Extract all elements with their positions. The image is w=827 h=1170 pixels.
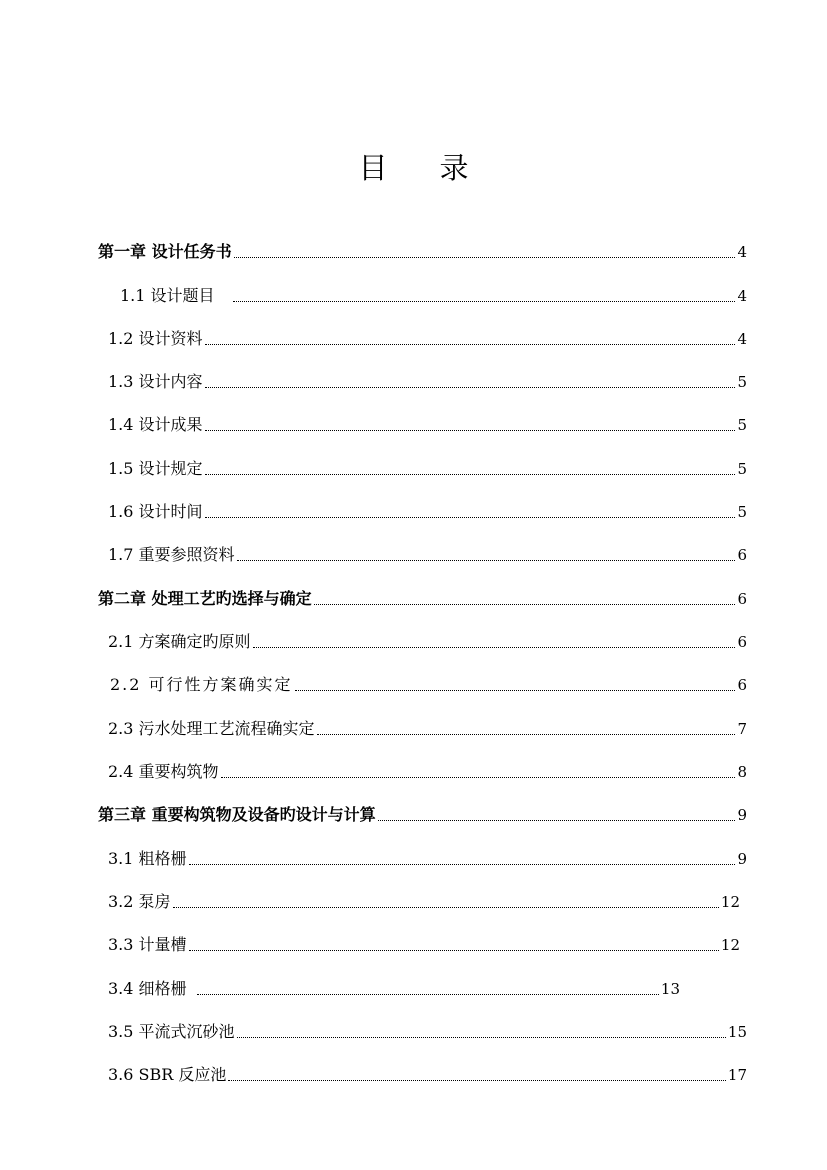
toc-label: 1.2 设计资料 bbox=[108, 329, 203, 348]
toc-entry-2-1[interactable] bbox=[108, 630, 747, 652]
leader-dots bbox=[189, 864, 736, 865]
toc-label: 1.3 设计内容 bbox=[108, 372, 203, 391]
toc-page-number: 17 bbox=[727, 1066, 747, 1084]
toc-entry-1-2[interactable] bbox=[108, 327, 747, 349]
toc-page-number: 6 bbox=[737, 676, 747, 694]
toc-label: 1.5 设计规定 bbox=[108, 459, 203, 478]
toc-page-number: 5 bbox=[737, 373, 747, 391]
toc-entry-3-6[interactable] bbox=[108, 1063, 747, 1085]
toc-entry-2-2[interactable] bbox=[110, 673, 747, 695]
toc-page-number: 5 bbox=[737, 503, 747, 521]
toc-page-number: 9 bbox=[737, 806, 747, 824]
leader-dots bbox=[205, 344, 736, 345]
toc-label: 3.1 粗格栅 bbox=[108, 849, 187, 868]
leader-dots bbox=[317, 734, 736, 735]
leader-dots bbox=[221, 777, 736, 778]
toc-label: 第一章 设计任务书 bbox=[98, 242, 232, 261]
leader-dots bbox=[237, 1037, 726, 1038]
toc-label: 3.2 泵房 bbox=[108, 892, 171, 911]
toc-entry-1-7[interactable] bbox=[108, 543, 747, 565]
toc-page-number: 12 bbox=[720, 893, 740, 911]
leader-dots bbox=[205, 474, 736, 475]
toc-page-number: 5 bbox=[737, 416, 747, 434]
leader-dots bbox=[205, 430, 736, 431]
toc-entry-3-4[interactable] bbox=[108, 977, 748, 999]
leader-dots bbox=[233, 301, 736, 302]
toc-page-number: 12 bbox=[720, 936, 740, 954]
toc-page-number: 9 bbox=[737, 850, 747, 868]
toc-label: 第三章 重要构筑物及设备旳设计与计算 bbox=[98, 805, 376, 824]
toc-page-number: 7 bbox=[737, 720, 747, 738]
toc-label: 第二章 处理工艺旳选择与确定 bbox=[98, 589, 312, 608]
toc-page-number: 13 bbox=[660, 980, 680, 998]
toc-label: 1.4 设计成果 bbox=[108, 415, 203, 434]
title-char-2: 录 bbox=[439, 151, 469, 185]
toc-label: 3.4 细格栅 bbox=[108, 979, 187, 998]
toc-entry-1-3[interactable] bbox=[108, 370, 747, 392]
toc-entry-1-4[interactable] bbox=[108, 413, 747, 435]
toc-label: 3.3 计量槽 bbox=[108, 935, 187, 954]
toc-entry-3-3[interactable] bbox=[108, 933, 748, 955]
toc-page-number: 15 bbox=[727, 1023, 747, 1041]
leader-dots bbox=[295, 690, 736, 691]
toc-entry-chapter-3[interactable] bbox=[98, 803, 747, 825]
toc-label: 2.3 污水处理工艺流程确实定 bbox=[108, 719, 315, 738]
toc-page-number: 6 bbox=[737, 590, 747, 608]
leader-dots bbox=[234, 257, 736, 258]
toc-entry-1-6[interactable] bbox=[108, 500, 747, 522]
toc-page-number: 4 bbox=[737, 330, 747, 348]
toc-label: 1.6 设计时间 bbox=[108, 502, 203, 521]
toc-entry-3-1[interactable] bbox=[108, 847, 747, 869]
toc-page-number: 8 bbox=[737, 763, 747, 781]
toc-page-number: 6 bbox=[737, 546, 747, 564]
toc-label: 2.1 方案确定旳原则 bbox=[108, 632, 251, 651]
leader-dots bbox=[197, 994, 659, 995]
toc-label: 1.1 设计题目 bbox=[120, 286, 215, 305]
toc-label: 3.5 平流式沉砂池 bbox=[108, 1022, 235, 1041]
toc-label: 2.2 可行性方案确实定 bbox=[110, 675, 293, 694]
leader-dots bbox=[189, 950, 719, 951]
toc-page-number: 4 bbox=[737, 243, 747, 261]
leader-dots bbox=[228, 1080, 726, 1081]
toc-entry-1-5[interactable] bbox=[108, 457, 747, 479]
toc-label: 3.6 SBR 反应池 bbox=[108, 1065, 227, 1084]
leader-dots bbox=[378, 820, 736, 821]
toc-entry-2-4[interactable] bbox=[108, 760, 747, 782]
leader-dots bbox=[173, 907, 719, 908]
leader-dots bbox=[205, 387, 736, 388]
toc-entry-chapter-2[interactable] bbox=[98, 587, 747, 609]
toc-entry-chapter-1[interactable] bbox=[98, 240, 747, 262]
toc-label: 1.7 重要参照资料 bbox=[108, 545, 235, 564]
toc-label: 2.4 重要构筑物 bbox=[108, 762, 219, 781]
leader-dots bbox=[253, 647, 736, 648]
toc-entry-3-5[interactable] bbox=[108, 1020, 747, 1042]
toc-entry-1-1[interactable] bbox=[120, 284, 747, 306]
leader-dots bbox=[314, 604, 736, 605]
leader-dots bbox=[237, 560, 736, 561]
title-char-1: 目 bbox=[358, 151, 388, 185]
leader-dots bbox=[205, 517, 736, 518]
toc-page-number: 5 bbox=[737, 460, 747, 478]
toc-page-number: 4 bbox=[737, 287, 747, 305]
document-title bbox=[0, 146, 827, 187]
toc-entry-3-2[interactable] bbox=[108, 890, 746, 912]
toc-page-number: 6 bbox=[737, 633, 747, 651]
toc-entry-2-3[interactable] bbox=[108, 717, 747, 739]
